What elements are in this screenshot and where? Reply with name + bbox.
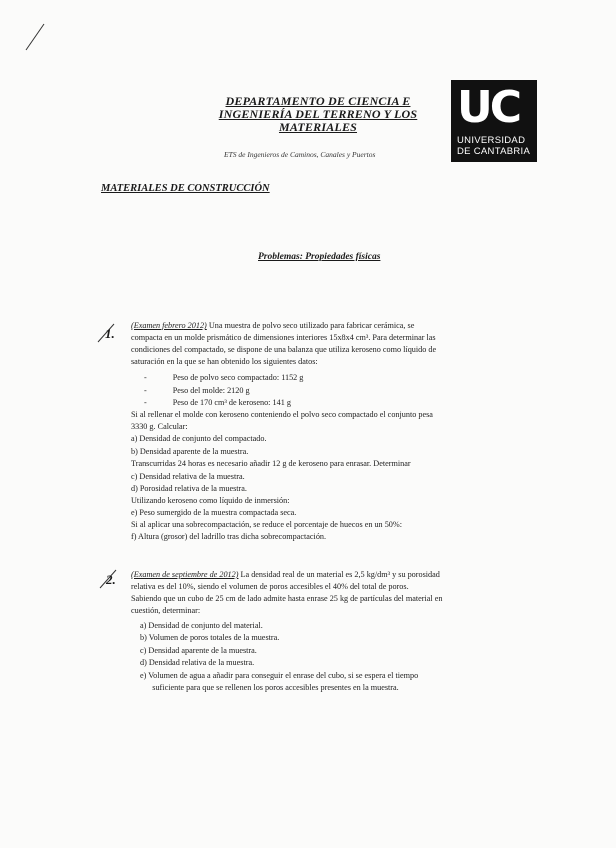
university-logo [451,80,537,162]
problem-1-line-3: condiciones del compactado, se dispone de una balanza que utiliza keroseno como líquido de [131,345,437,354]
pen-stroke-mark [22,18,62,58]
problem-1-line-1: Una muestra de polvo seco utilizado para fabricar cerámica, se [208,321,415,330]
question-item: b) Densidad aparente de la muestra. [131,447,249,456]
question-item: d) Porosidad relativa de la muestra. [131,484,247,493]
problem-2-line-3: Sabiendo que un cubo de 25 cm de lado admite hasta enrase 25 kg de partículas del material en [131,594,443,603]
problem-1-intro [131,320,414,332]
problem-1-line-4: saturación en la que se han obtenido los siguientes datos: [131,357,318,366]
problem-1-line-2: compacta en un molde prismático de dimensiones interiores 15x8x4 cm³. Para determinar las [131,333,436,342]
data-item: - Peso de polvo seco compactado: 1152 g [144,373,304,382]
problem-1-text: Si al aplicar una sobrecompactación, se reduce el porcentaje de huecos en un 50%: [131,520,402,529]
problem-1-number: 1. [105,326,115,341]
data-item: - Peso del molde: 2120 g [144,386,250,395]
question-item: e) Peso sumergido de la muestra compactada seca. [131,508,297,517]
section-title: Problemas: Propiedades físicas [258,252,381,262]
department-line-3: MATERIALES [278,120,358,134]
question-item: f) Altura (grosor) del ladrillo tras dicha sobrecompactación. [131,532,327,541]
department-heading [198,95,438,134]
problem-2-line-2: relativa es del 10%, siendo el volumen de poros accesibles el 40% del total de poros. [131,582,409,591]
question-item: c) Densidad relativa de la muestra. [131,472,245,481]
problem-1-text: Si al rellenar el molde con keroseno conteniendo el polvo seco compactado el conjunto pesa [131,410,433,419]
question-item-continuation: suficiente para que se rellenen los poros accesibles presentes en la muestra. [140,683,399,692]
logo-mark: UC [457,82,520,133]
department-line-2: INGENIERÍA DEL TERRENO Y LOS [218,107,418,121]
problem-2-line-4: cuestión, determinar: [131,606,201,615]
problem-1-source: (Examen febrero 2012) [131,321,207,330]
question-item: c) Densidad aparente de la muestra. [140,646,257,655]
department-line-1: DEPARTAMENTO DE CIENCIA E [225,94,411,108]
question-item: e) Volumen de agua a añadir para conseguir el enrase del cubo, si se espera el tiempo [140,671,419,680]
problem-2-number: 2. [106,572,116,587]
course-title: MATERIALES DE CONSTRUCCIÓN [101,183,270,194]
question-item: a) Densidad de conjunto del compactado. [131,434,267,443]
problem-2-intro [131,569,440,581]
problem-1-text: Transcurridas 24 horas es necesario añadir 12 g de keroseno para enrasar. Determinar [131,459,411,468]
question-item: a) Densidad de conjunto del material. [140,621,263,630]
problem-2-source: (Examen de septiembre de 2012) [131,570,239,579]
problem-1-text: Utilizando keroseno como líquido de inmersión: [131,496,290,505]
logo-text-line-2: DE CANTABRIA [457,146,531,157]
question-item: b) Volumen de poros totales de la muestra. [140,633,280,642]
school-name: ETS de Ingenieros de Caminos, Canales y Puertos [224,150,376,159]
problem-1-text: 3330 g. Calcular: [131,422,188,431]
problem-2-line-1: La densidad real de un material es 2,5 kg/dm³ y su porosidad [240,570,440,579]
data-item: - Peso de 170 cm³ de keroseno: 141 g [144,398,291,407]
question-item: d) Densidad relativa de la muestra. [140,658,255,667]
logo-text-line-1: UNIVERSIDAD [457,135,526,146]
